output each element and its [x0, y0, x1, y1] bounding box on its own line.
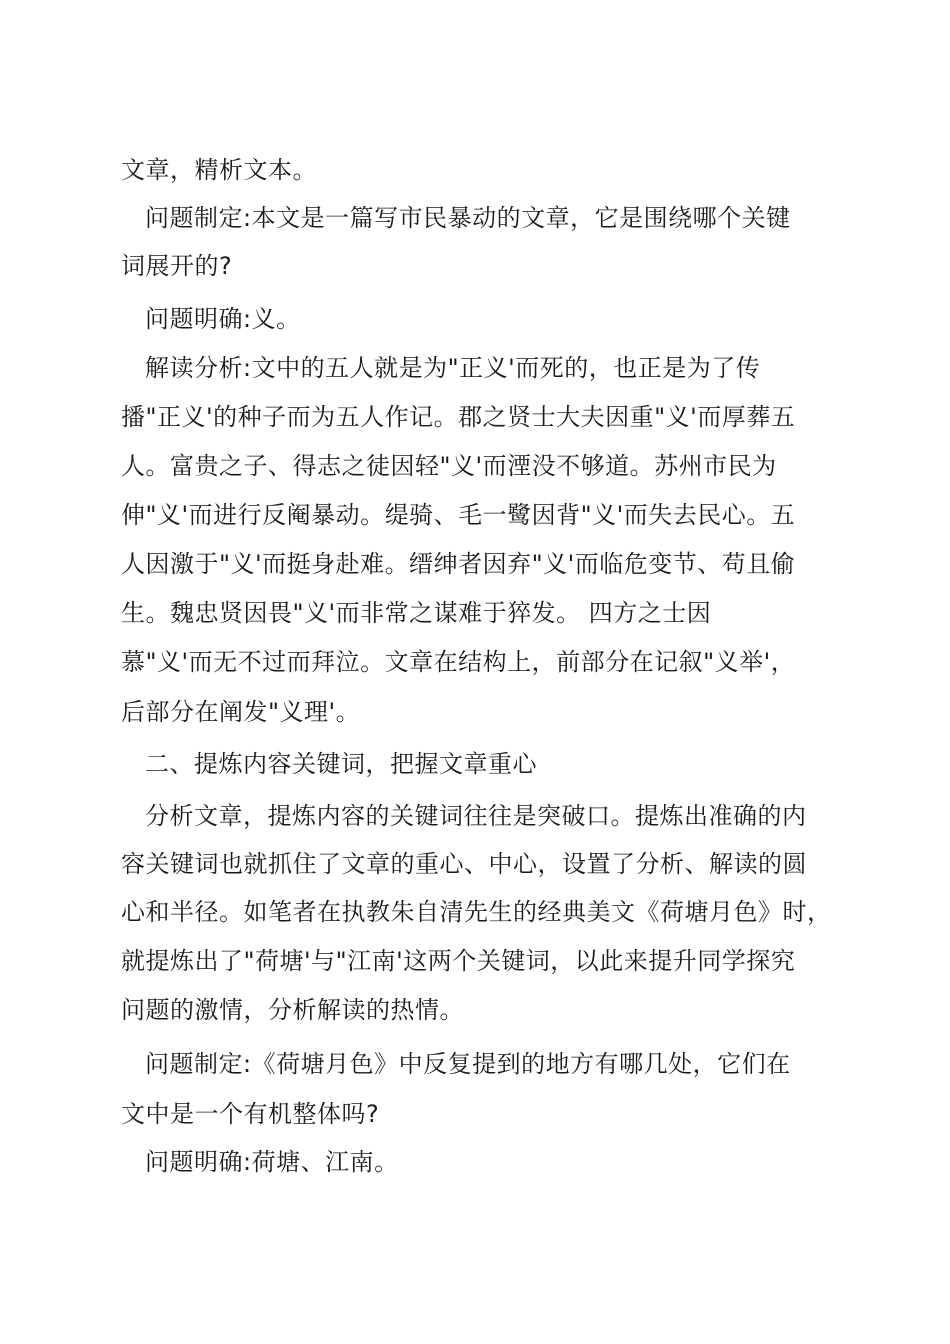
- text-line: 伸"义'而进行反阉暴动。缇骑、毛一鹭因背"义'而失去民心。五: [121, 501, 796, 529]
- text-line: 文中是一个有机整体吗?: [121, 1100, 380, 1128]
- text-line: 慕"义'而无不过而拜泣。文章在结构上，前部分在记叙"义举'，: [121, 648, 796, 676]
- text-line: 心和半径。如笔者在执教朱自清先生的经典美文《荷塘月色》时，: [121, 898, 832, 926]
- text-line: 后部分在阐发"义理'。: [121, 698, 361, 726]
- text-line: 容关键词也就抓住了文章的重心、中心，设置了分析、解读的圆: [121, 850, 807, 878]
- text-line: 问题明确:义。: [145, 305, 301, 333]
- text-line: 播"正义'的种子而为五人作记。郡之贤士大夫因重"义'而厚葬五: [121, 403, 796, 431]
- text-line: 人。富贵之子、得志之徒因轻"义'而湮没不够道。苏州市民为: [121, 452, 777, 480]
- text-line: 问题制定:《荷塘月色》中反复提到的地方有哪几处，它们在: [145, 1050, 791, 1078]
- text-line: 生。魏忠贤因畏"义'而非常之谋难于猝发。 四方之士因: [121, 599, 712, 627]
- text-line: 文章，精析文本。: [121, 156, 317, 184]
- text-line: 人因激于"义'而挺身赴难。缙绅者因弃"义'而临危变节、苟且偷: [121, 550, 796, 578]
- text-line: 问题的激情，分析解读的热情。: [121, 996, 464, 1024]
- text-line: 解读分析:文中的五人就是为"正义'而死的，也正是为了传: [145, 354, 761, 382]
- section-heading: 二、提炼内容关键词，把握文章重心: [145, 750, 537, 778]
- text-line: 问题制定:本文是一篇写市民暴动的文章，它是围绕哪个关键: [145, 204, 791, 232]
- text-line: 分析文章，提炼内容的关键词往往是突破口。提炼出准确的内: [145, 802, 807, 830]
- text-line: 就提炼出了"荷塘'与"江南'这两个关键词，以此来提升同学探究: [121, 947, 796, 975]
- text-line: 问题明确:荷塘、江南。: [145, 1148, 399, 1176]
- text-line: 词展开的?: [121, 252, 233, 280]
